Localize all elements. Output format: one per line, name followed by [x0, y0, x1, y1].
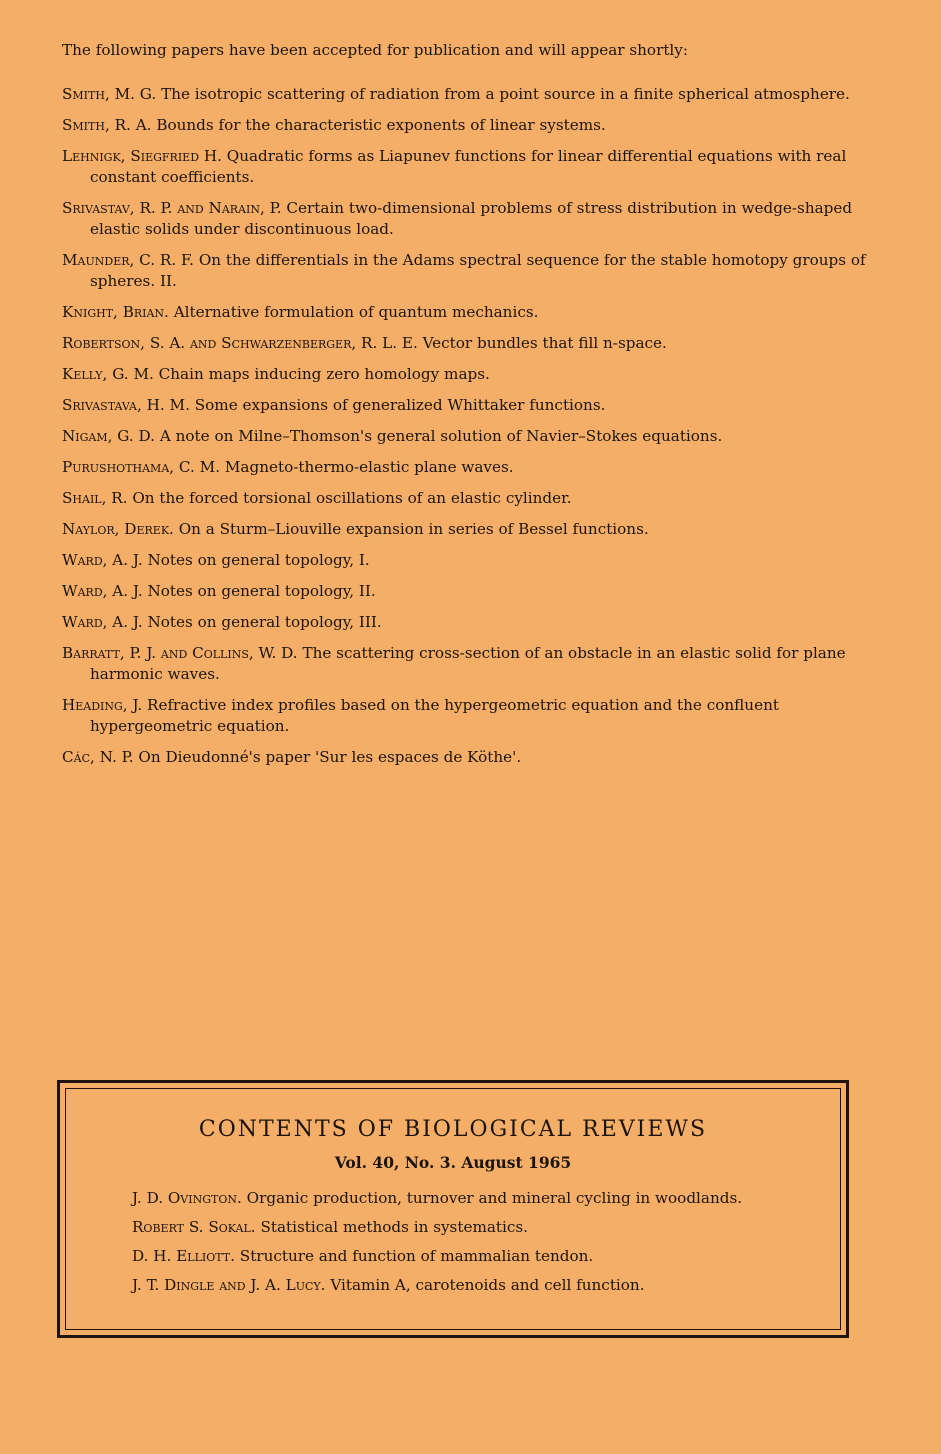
paper-author: Maunder, C. R. F.: [62, 251, 194, 269]
contents-box-title: CONTENTS OF BIOLOGICAL REVIEWS: [198, 1117, 708, 1142]
paper-entry: [62, 519, 878, 540]
contents-box-list: [132, 1187, 782, 1303]
paper-entry: [62, 747, 878, 768]
contents-author: J. T. Dingle and J. A. Lucy.: [132, 1276, 326, 1294]
paper-author: Knight, Brian.: [62, 303, 169, 321]
intro-text: The following papers have been accepted for publication and will appear shortly:: [62, 41, 688, 59]
paper-title: Bounds for the characteristic exponents of linear systems.: [156, 116, 606, 134]
contents-entry: [132, 1216, 782, 1238]
paper-entry: [62, 488, 878, 509]
paper-author: Nigam, G. D.: [62, 427, 155, 445]
paper-author: Naylor, Derek.: [62, 520, 174, 538]
paper-title: Certain two-dimensional problems of stress distribution in wedge-shaped elastic solids under discontinuous load.: [90, 199, 853, 238]
paper-title: On Dieudonné's paper 'Sur les espaces de Köthe'.: [138, 748, 522, 766]
paper-author: Các, N. P.: [62, 748, 134, 766]
accepted-papers-list: [62, 84, 878, 778]
contents-box-subtitle: Vol. 40, No. 3. August 1965: [334, 1153, 572, 1172]
paper-title: Notes on general topology, I.: [147, 551, 370, 569]
paper-author: Smith, R. A.: [62, 116, 152, 134]
paper-author: Srivastav, R. P. and Narain, P.: [62, 199, 282, 217]
paper-entry: [62, 364, 878, 385]
paper-author: Srivastava, H. M.: [62, 396, 190, 414]
paper-author: Barratt, P. J. and Collins, W. D.: [62, 644, 298, 662]
contents-title: Statistical methods in systematics.: [260, 1218, 528, 1236]
paper-entry: [62, 333, 878, 354]
paper-title: Refractive index profiles based on the hypergeometric equation and the confluent hypergeometric equation.: [90, 696, 779, 735]
contents-box: [57, 1080, 849, 1338]
paper-title: Vector bundles that fill n-space.: [422, 334, 667, 352]
paper-author: Kelly, G. M.: [62, 365, 154, 383]
contents-entry: [132, 1245, 782, 1267]
paper-title: Quadratic forms as Liapunev functions for linear differential equations with real constant coefficients.: [90, 147, 847, 186]
contents-title: Vitamin A, carotenoids and cell function.: [330, 1276, 645, 1294]
paper-entry: [62, 581, 878, 602]
paper-author: Robertson, S. A. and Schwarzenberger, R. L. E.: [62, 334, 418, 352]
contents-title: Structure and function of mammalian tendon.: [239, 1247, 594, 1265]
paper-title: On the differentials in the Adams spectral sequence for the stable homotopy groups of spheres. II.: [90, 251, 866, 290]
contents-entry: [132, 1274, 782, 1296]
paper-entry: [62, 115, 878, 136]
paper-author: Shail, R.: [62, 489, 128, 507]
paper-title: Notes on general topology, II.: [147, 582, 376, 600]
paper-entry: [62, 457, 878, 478]
paper-entry: [62, 302, 878, 323]
paper-title: Alternative formulation of quantum mechanics.: [173, 303, 539, 321]
paper-entry: [62, 426, 878, 447]
contents-entry: [132, 1187, 782, 1209]
paper-title: Magneto-thermo-elastic plane waves.: [224, 458, 514, 476]
contents-author: Robert S. Sokal.: [132, 1218, 256, 1236]
contents-author: J. D. Ovington.: [132, 1189, 242, 1207]
paper-title: The scattering cross-section of an obstacle in an elastic solid for plane harmonic waves.: [90, 644, 846, 683]
paper-entry: [62, 643, 878, 685]
paper-entry: [62, 550, 878, 571]
paper-author: Purushothama, C. M.: [62, 458, 221, 476]
paper-entry: [62, 84, 878, 105]
paper-entry: [62, 612, 878, 633]
paper-author: Ward, A. J.: [62, 582, 143, 600]
paper-entry: [62, 395, 878, 416]
paper-entry: [62, 198, 878, 240]
paper-author: Ward, A. J.: [62, 551, 143, 569]
paper-author: Heading, J.: [62, 696, 143, 714]
paper-title: Some expansions of generalized Whittaker functions.: [194, 396, 606, 414]
paper-entry: [62, 695, 878, 737]
paper-title: A note on Milne–Thomson's general solution of Navier–Stokes equations.: [159, 427, 723, 445]
paper-title: Notes on general topology, III.: [147, 613, 382, 631]
paper-title: Chain maps inducing zero homology maps.: [158, 365, 490, 383]
paper-title: On the forced torsional oscillations of an elastic cylinder.: [132, 489, 572, 507]
contents-title: Organic production, turnover and mineral cycling in woodlands.: [246, 1189, 743, 1207]
contents-author: D. H. Elliott.: [132, 1247, 235, 1265]
paper-entry: [62, 146, 878, 188]
paper-entry: [62, 250, 878, 292]
paper-author: Lehnigk, Siegfried H.: [62, 147, 222, 165]
paper-title: The isotropic scattering of radiation from a point source in a finite spherical atmosphere.: [161, 85, 850, 103]
paper-author: Smith, M. G.: [62, 85, 157, 103]
paper-author: Ward, A. J.: [62, 613, 143, 631]
paper-title: On a Sturm–Liouville expansion in series of Bessel functions.: [178, 520, 649, 538]
